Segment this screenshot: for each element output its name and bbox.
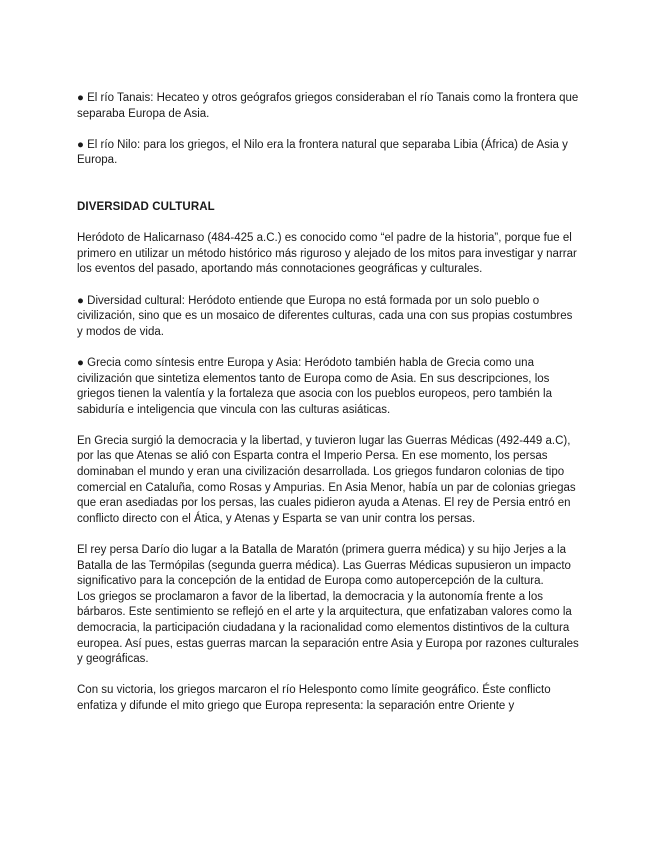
paragraph-libertad: Los griegos se proclamaron a favor de la libertad, la democracia y la autonomía frente a los bárbaros. Este sentimiento se reflejó en el arte y la arquitectura, que enfatizaban valores como la democracia, la participación ciudadana y la racionalidad como elementos distintivos de la cultura europea. Así pues, estas guerras marcan la separación entre Asia y Europa por razones culturales y geográficas. <box>77 590 579 666</box>
paragraph-victoria: Con su victoria, los griegos marcaron el río Helesponto como límite geográfico. Éste conflicto enfatiza y difunde el mito griego que Europa representa: la separación entre Oriente y <box>77 684 551 712</box>
paragraph-herodoto-intro: Heródoto de Halicarnaso (484-425 a.C.) es conocido como “el padre de la historia”, porque fue el primero en utilizar un método histórico más riguroso y alejado de los mitos para investigar y narrar los eventos del pasado, aportando más connotaciones geográficas y culturales. <box>77 232 577 276</box>
paragraph-democracia: En Grecia surgió la democracia y la libertad, y tuvieron lugar las Guerras Médicas (492-449 a.C), por las que Atenas se alió con Esparta contra el Imperio Persa. En ese momento, los persas dominaban el mundo y eran una civilización desarrollada. Los griegos fundaron colonias de tipo comercial en Cataluña, como Rosas y Ampurias. En Asia Menor, había un par de colonias griegas que eran asediadas por los persas, las cuales pidieron ayuda a Atenas. El rey de Persia entró en conflicto directo con el Ática, y Atenas y Esparta se van unir contra los persas. <box>77 434 576 525</box>
bullet-grecia-sintesis: ● Grecia como síntesis entre Europa y Asia: Heródoto también habla de Grecia como una civilización que sintetiza elementos tanto de Europa como de Asia. En sus descripciones, los griegos tienen la valentía y la fortaleza que asocia con los pueblos europeos, pero también la sabiduría e inteligencia que vincula con las culturas asiáticas. <box>77 356 552 416</box>
bullet-diversidad-cultural: ● Diversidad cultural: Heródoto entiende que Europa no está formada por un solo pueblo o civilización, sino que es un mosaico de diferentes culturas, cada una con sus propias costumbres y modos de vida. <box>77 294 573 338</box>
bullet-tanais: ● El río Tanais: Hecateo y otros geógrafos griegos consideraban el río Tanais como la frontera que separaba Europa de Asia. <box>77 92 579 120</box>
document-body <box>77 91 579 715</box>
paragraph-dario: El rey persa Darío dio lugar a la Batalla de Maratón (primera guerra médica) y su hijo Jerjes a la Batalla de las Termópilas (segunda guerra médica). Las Guerras Médicas supusieron un impacto significativo para la concepción de la entidad de Europa como autopercepción de la cultura. <box>77 544 571 588</box>
section-heading: DIVERSIDAD CULTURAL <box>77 200 215 213</box>
bullet-nilo: ● El río Nilo: para los griegos, el Nilo era la frontera natural que separaba Libia (África) de Asia y Europa. <box>77 138 568 167</box>
